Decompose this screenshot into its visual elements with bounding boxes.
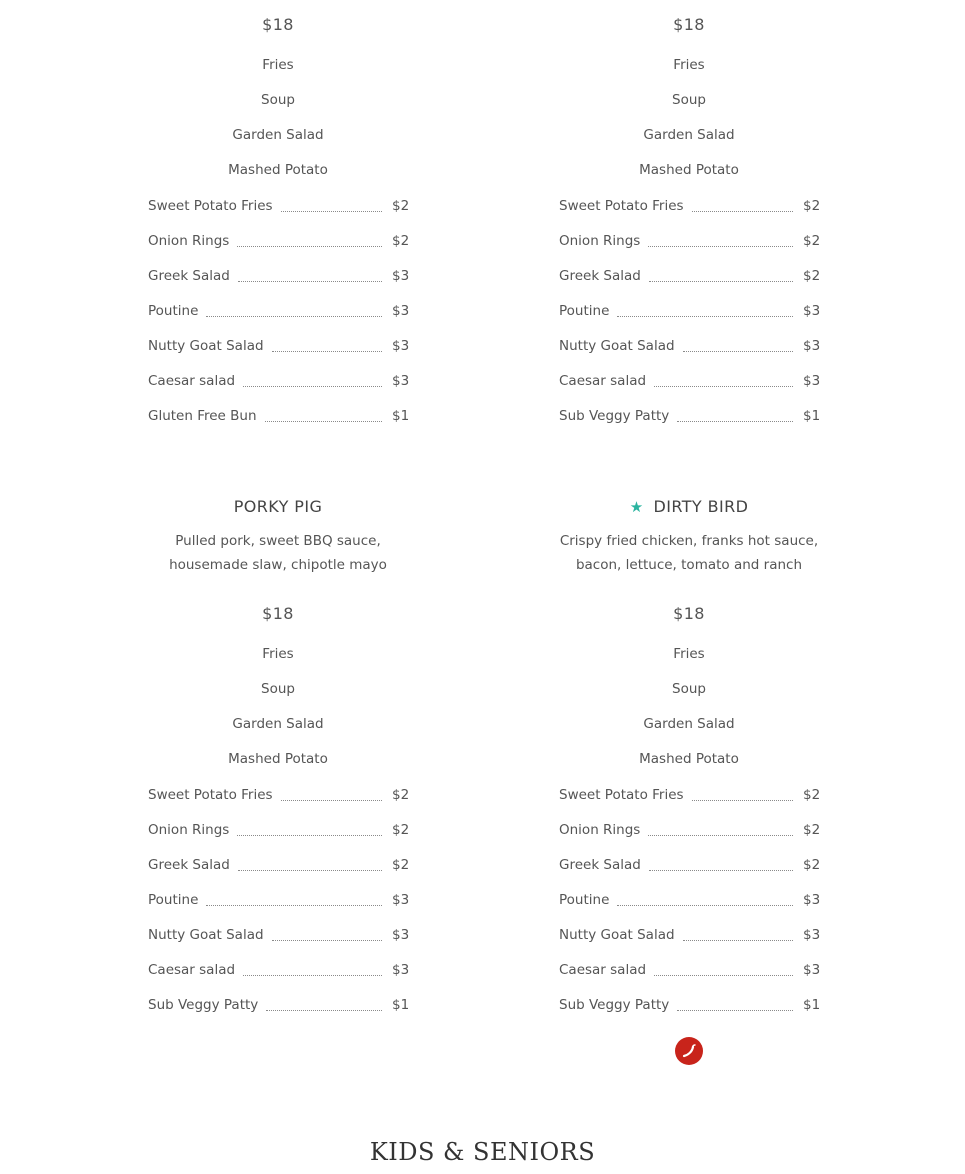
dot-leader xyxy=(648,834,793,836)
addon-row xyxy=(559,328,819,363)
addon-price: $2 xyxy=(803,232,821,249)
dot-leader xyxy=(683,939,793,941)
addon-name: Onion Rings xyxy=(148,232,230,249)
dot-leader xyxy=(649,280,793,282)
side-option: Mashed Potato xyxy=(639,751,739,767)
addon-row xyxy=(559,777,819,812)
side-option: Fries xyxy=(262,57,294,73)
addon-name: Nutty Goat Salad xyxy=(148,337,264,354)
addon-row xyxy=(559,847,819,882)
chili-pepper-icon xyxy=(675,1037,703,1065)
addon-row xyxy=(148,952,408,987)
side-option: Garden Salad xyxy=(643,127,735,143)
addon-row xyxy=(148,363,408,398)
addon-name: Gluten Free Bun xyxy=(148,407,257,424)
addon-name: Sub Veggy Patty xyxy=(148,996,259,1013)
dot-leader xyxy=(677,1009,793,1011)
addon-name: Poutine xyxy=(148,891,199,908)
dot-leader xyxy=(266,1009,382,1011)
item-description: Pulled pork, sweet BBQ sauce, housemade slaw, chipotle mayo xyxy=(169,533,387,573)
addon-name: Poutine xyxy=(148,302,199,319)
addon-name: Onion Rings xyxy=(148,821,230,838)
dot-leader xyxy=(649,869,793,871)
addon-name: Greek Salad xyxy=(559,856,641,873)
item-price: $18 xyxy=(673,604,705,623)
addon-row xyxy=(559,987,819,1022)
dot-leader xyxy=(281,799,382,801)
addon-price: $1 xyxy=(803,407,821,424)
side-option: Fries xyxy=(673,646,705,662)
dot-leader xyxy=(237,834,382,836)
addon-row xyxy=(148,812,408,847)
addon-row xyxy=(148,328,408,363)
side-option: Fries xyxy=(262,646,294,662)
dot-leader xyxy=(648,245,793,247)
dot-leader xyxy=(265,420,382,422)
addon-row xyxy=(559,917,819,952)
dot-leader xyxy=(677,420,793,422)
item-title: DIRTY BIRD xyxy=(653,497,749,516)
section-heading: KIDS & SENIORS xyxy=(369,1138,596,1166)
addon-name: Poutine xyxy=(559,302,610,319)
side-option: Fries xyxy=(673,57,705,73)
addon-row xyxy=(148,223,408,258)
side-option: Soup xyxy=(261,681,295,697)
addon-name: Caesar salad xyxy=(148,372,236,389)
dot-leader xyxy=(692,799,793,801)
addon-row xyxy=(148,917,408,952)
addon-price: $2 xyxy=(803,197,821,214)
addon-row xyxy=(559,258,819,293)
dot-leader xyxy=(272,939,382,941)
menu-item-card xyxy=(138,495,418,1022)
star-icon: ★ xyxy=(629,498,644,516)
addon-row xyxy=(559,398,819,433)
dot-leader xyxy=(237,245,382,247)
addon-row xyxy=(148,188,408,223)
addon-name: Sub Veggy Patty xyxy=(559,407,670,424)
addon-price: $3 xyxy=(803,337,821,354)
addon-name: Sub Veggy Patty xyxy=(559,996,670,1013)
addon-row xyxy=(559,223,819,258)
addon-price: $2 xyxy=(803,267,821,284)
addon-price: $2 xyxy=(392,856,410,873)
dot-leader xyxy=(272,350,382,352)
addon-price: $3 xyxy=(803,372,821,389)
side-option: Soup xyxy=(672,92,706,108)
addon-name: Greek Salad xyxy=(148,856,230,873)
addon-row xyxy=(148,847,408,882)
addon-price: $3 xyxy=(803,926,821,943)
addon-name: Caesar salad xyxy=(559,961,647,978)
dot-leader xyxy=(654,974,793,976)
addon-row xyxy=(148,293,408,328)
dot-leader xyxy=(692,210,793,212)
side-option: Soup xyxy=(261,92,295,108)
addon-row xyxy=(148,777,408,812)
menu-item-card xyxy=(549,13,829,433)
dot-leader xyxy=(683,350,793,352)
addon-name: Poutine xyxy=(559,891,610,908)
dot-leader xyxy=(243,974,382,976)
item-title: PORKY PIG xyxy=(233,497,323,516)
addon-price: $2 xyxy=(392,821,410,838)
addon-price: $1 xyxy=(803,996,821,1013)
dot-leader xyxy=(617,315,793,317)
side-option: Mashed Potato xyxy=(639,162,739,178)
item-description: Crispy fried chicken, franks hot sauce, bacon, lettuce, tomato and ranch xyxy=(559,533,819,573)
addon-price: $3 xyxy=(392,267,410,284)
addon-price: $3 xyxy=(392,891,410,908)
dot-leader xyxy=(206,904,382,906)
dot-leader xyxy=(206,315,382,317)
addon-price: $3 xyxy=(803,302,821,319)
addon-row xyxy=(148,987,408,1022)
addon-row xyxy=(559,188,819,223)
dot-leader xyxy=(617,904,793,906)
addon-price: $3 xyxy=(803,891,821,908)
addon-name: Sweet Potato Fries xyxy=(148,197,273,214)
addon-row xyxy=(148,258,408,293)
dot-leader xyxy=(238,869,382,871)
dot-leader xyxy=(238,280,382,282)
addon-price: $2 xyxy=(392,232,410,249)
addon-price: $2 xyxy=(803,821,821,838)
addon-name: Greek Salad xyxy=(148,267,230,284)
addon-name: Caesar salad xyxy=(559,372,647,389)
addon-row xyxy=(559,952,819,987)
dot-leader xyxy=(281,210,382,212)
addon-row xyxy=(559,363,819,398)
addon-name: Onion Rings xyxy=(559,232,641,249)
addon-price: $3 xyxy=(392,337,410,354)
addon-price: $2 xyxy=(803,856,821,873)
item-price: $18 xyxy=(262,604,294,623)
addon-price: $3 xyxy=(803,961,821,978)
addon-row xyxy=(148,882,408,917)
addon-row xyxy=(148,398,408,433)
side-option: Soup xyxy=(672,681,706,697)
side-option: Garden Salad xyxy=(643,716,735,732)
addon-row xyxy=(559,293,819,328)
side-option: Garden Salad xyxy=(232,716,324,732)
addon-name: Greek Salad xyxy=(559,267,641,284)
addon-price: $1 xyxy=(392,407,410,424)
item-price: $18 xyxy=(673,15,705,34)
addon-price: $2 xyxy=(392,197,410,214)
addon-price: $3 xyxy=(392,961,410,978)
side-option: Garden Salad xyxy=(232,127,324,143)
addon-price: $3 xyxy=(392,372,410,389)
addon-name: Nutty Goat Salad xyxy=(559,337,675,354)
item-title-row xyxy=(549,495,829,519)
addon-name: Sweet Potato Fries xyxy=(559,197,684,214)
addon-row xyxy=(559,812,819,847)
dot-leader xyxy=(654,385,793,387)
addon-price: $1 xyxy=(392,996,410,1013)
menu-item-card xyxy=(138,13,418,433)
addon-name: Sweet Potato Fries xyxy=(559,786,684,803)
addon-name: Onion Rings xyxy=(559,821,641,838)
addon-name: Nutty Goat Salad xyxy=(559,926,675,943)
addon-name: Sweet Potato Fries xyxy=(148,786,273,803)
addon-name: Caesar salad xyxy=(148,961,236,978)
addon-row xyxy=(559,882,819,917)
item-price: $18 xyxy=(262,15,294,34)
addon-price: $2 xyxy=(803,786,821,803)
addon-price: $3 xyxy=(392,926,410,943)
dot-leader xyxy=(243,385,382,387)
side-option: Mashed Potato xyxy=(228,162,328,178)
addon-price: $3 xyxy=(392,302,410,319)
side-option: Mashed Potato xyxy=(228,751,328,767)
addon-name: Nutty Goat Salad xyxy=(148,926,264,943)
menu-item-card xyxy=(549,495,829,1022)
addon-price: $2 xyxy=(392,786,410,803)
